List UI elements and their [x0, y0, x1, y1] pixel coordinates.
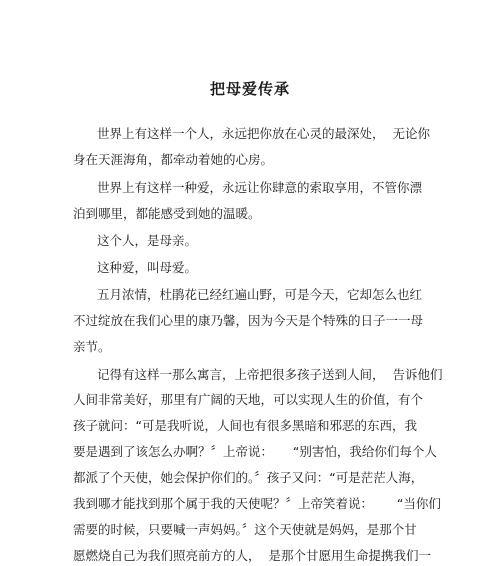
- paragraph-line: 要是遇到了该怎么办啊？〞上帝说： “别害怕，我给你们每个人: [73, 444, 437, 459]
- paragraph-line: 孩子就问：“可是我听说，人间也有很多黑暗和邪恶的东西，我: [73, 418, 417, 433]
- paragraph-line: 记得有这样一那么寓言，上帝把很多孩子送到人间， 告诉他们: [97, 367, 443, 382]
- paragraph-line: 都派了个天使，她会保护你们的。〞孩子又问：“可是茫茫人海，: [73, 470, 424, 485]
- paragraph-line: 我到哪才能找到那个属于我的天使呢？〞上帝笑着说： “当你们: [73, 496, 441, 511]
- document-title: 把母爱传承: [209, 80, 290, 98]
- paragraph-line: 五月浓情，杜鹃花已经红遍山野，可是今天，它却怎么也红: [97, 287, 423, 302]
- paragraph-line: 亲节。: [73, 339, 111, 354]
- paragraph-line: 愿燃烧自己为我们照亮前方的人， 是那个甘愿用生命提携我们一: [73, 548, 431, 563]
- paragraph-line: 世界上有这样一种爱，永远让你肆意的索取享用，不管你漂: [97, 180, 423, 195]
- paragraph-line: 泊到哪里，都能感受到她的温暖。: [73, 206, 261, 221]
- paragraph-line: 人间非常美好，那里有广阔的天地，可以实现人生的价值，有个: [73, 392, 424, 407]
- paragraph-line: 不过绽放在我们心里的康乃馨，因为今天是个特殊的日子一一母: [73, 313, 424, 328]
- paragraph-line: 身在天涯海角，都牵动着她的心房。: [73, 152, 274, 167]
- paragraph-line: 世界上有这样一个人，永远把你放在心灵的最深处， 无论你: [97, 126, 430, 141]
- paragraph-line: 需要的时候，只要喊一声妈妈。〞这个天使就是妈妈，是那个甘: [73, 522, 417, 537]
- paragraph-line: 这个人，是母亲。: [97, 233, 198, 248]
- paragraph-line: 这种爱，叫母爱。: [97, 260, 198, 275]
